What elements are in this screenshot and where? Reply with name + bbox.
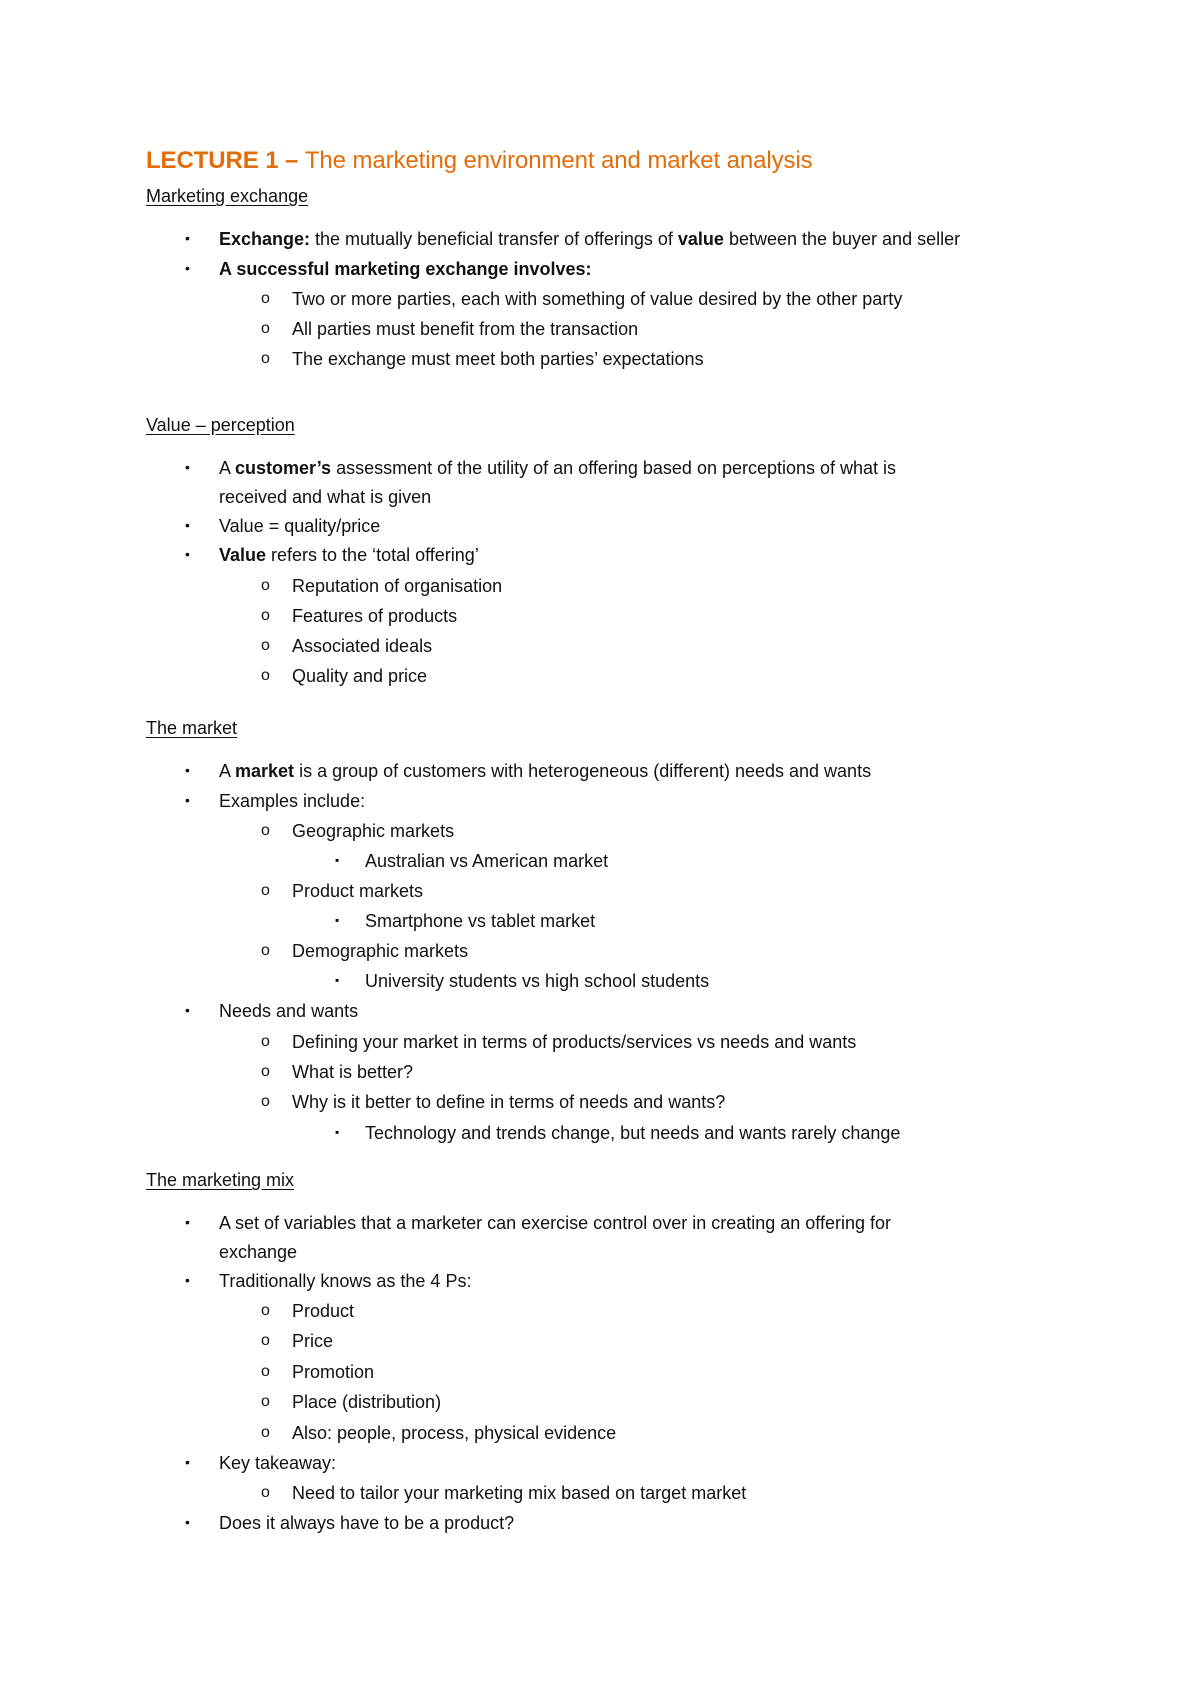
bullet-icon: • [185, 1454, 190, 1470]
list-item: • Does it always have to be a product? [185, 1513, 515, 1533]
circle-bullet-icon: o [261, 1393, 270, 1410]
circle-bullet-icon: o [261, 1484, 270, 1501]
list-item: • A successful marketing exchange involves: [185, 259, 592, 279]
circle-bullet-icon: o [261, 882, 270, 899]
title-prefix: LECTURE 1 – [146, 147, 305, 174]
bullet-icon: • [185, 1214, 190, 1230]
list-item: o Defining your market in terms of products/services vs needs and wants [261, 1032, 857, 1052]
list-item: o Product [261, 1301, 355, 1321]
circle-bullet-icon: o [261, 1424, 270, 1441]
bullet-icon: • [185, 459, 190, 475]
list-item: ▪ Australian vs American market [335, 851, 609, 871]
list-item: o Also: people, process, physical evidence [261, 1423, 617, 1443]
list-item: o Quality and price [261, 666, 428, 686]
list-item: • Needs and wants [185, 1001, 359, 1021]
circle-bullet-icon: o [261, 1093, 270, 1110]
square-bullet-icon: ▪ [335, 913, 340, 927]
list-item-continuation: exchange [219, 1242, 298, 1262]
list-item: ▪ Technology and trends change, but needs and wants rarely change [335, 1123, 901, 1143]
list-item: • Value = quality/price [185, 516, 381, 536]
list-item-continuation: received and what is given [219, 487, 432, 507]
bullet-icon: • [185, 546, 190, 562]
list-item: o Promotion [261, 1362, 375, 1382]
list-item: • Key takeaway: [185, 1453, 337, 1473]
circle-bullet-icon: o [261, 1332, 270, 1349]
circle-bullet-icon: o [261, 822, 270, 839]
section-heading-value-perception: Value – perception [146, 415, 295, 435]
list-item: o Need to tailor your marketing mix based on target market [261, 1483, 747, 1503]
list-item: ▪ Smartphone vs tablet market [335, 911, 596, 931]
section-heading-marketing-exchange: Marketing exchange [146, 186, 309, 206]
list-item: o All parties must benefit from the transaction [261, 319, 639, 339]
bullet-icon: • [185, 762, 190, 778]
list-item: o The exchange must meet both parties’ expectations [261, 349, 704, 369]
page-title [146, 147, 813, 175]
list-item: o Two or more parties, each with something of value desired by the other party [261, 289, 903, 309]
list-item: o Place (distribution) [261, 1392, 442, 1412]
circle-bullet-icon: o [261, 1033, 270, 1050]
section-heading-the-market: The market [146, 718, 238, 738]
square-bullet-icon: ▪ [335, 1125, 340, 1139]
circle-bullet-icon: o [261, 320, 270, 337]
circle-bullet-icon: o [261, 1302, 270, 1319]
list-item: o Features of products [261, 606, 458, 626]
square-bullet-icon: ▪ [335, 973, 340, 987]
bullet-icon: • [185, 792, 190, 808]
square-bullet-icon: ▪ [335, 853, 340, 867]
bullet-icon: • [185, 517, 190, 533]
circle-bullet-icon: o [261, 290, 270, 307]
list-item: • A set of variables that a marketer can exercise control over in creating an offering for [185, 1213, 892, 1233]
circle-bullet-icon: o [261, 577, 270, 594]
bullet-icon: • [185, 1514, 190, 1530]
circle-bullet-icon: o [261, 637, 270, 654]
list-item: o Demographic markets [261, 941, 469, 961]
title-rest: The marketing environment and market analysis [304, 147, 813, 174]
list-item: • Traditionally knows as the 4 Ps: [185, 1271, 472, 1291]
list-item: o Associated ideals [261, 636, 433, 656]
section-heading-the-marketing-mix: The marketing mix [146, 1170, 295, 1190]
list-item: • Examples include: [185, 791, 366, 811]
list-item: o Reputation of organisation [261, 576, 503, 596]
circle-bullet-icon: o [261, 942, 270, 959]
list-item: o Product markets [261, 881, 424, 901]
list-item: • Value refers to the ‘total offering’ [185, 545, 479, 565]
list-item: • A customer’s assessment of the utility of an offering based on perceptions of what is [185, 458, 897, 478]
list-item: o Geographic markets [261, 821, 455, 841]
circle-bullet-icon: o [261, 667, 270, 684]
circle-bullet-icon: o [261, 607, 270, 624]
list-item: • A market is a group of customers with heterogeneous (different) needs and wants [185, 761, 872, 781]
list-item: o Price [261, 1331, 334, 1351]
circle-bullet-icon: o [261, 350, 270, 367]
bullet-icon: • [185, 1272, 190, 1288]
circle-bullet-icon: o [261, 1363, 270, 1380]
bullet-icon: • [185, 260, 190, 276]
list-item: o What is better? [261, 1062, 414, 1082]
circle-bullet-icon: o [261, 1063, 270, 1080]
list-item: o Why is it better to define in terms of needs and wants? [261, 1092, 726, 1112]
bullet-icon: • [185, 1002, 190, 1018]
list-item: • Exchange: the mutually beneficial transfer of offerings of value between the buyer and seller [185, 229, 961, 249]
list-item: ▪ University students vs high school students [335, 971, 710, 991]
bullet-icon: • [185, 230, 190, 246]
